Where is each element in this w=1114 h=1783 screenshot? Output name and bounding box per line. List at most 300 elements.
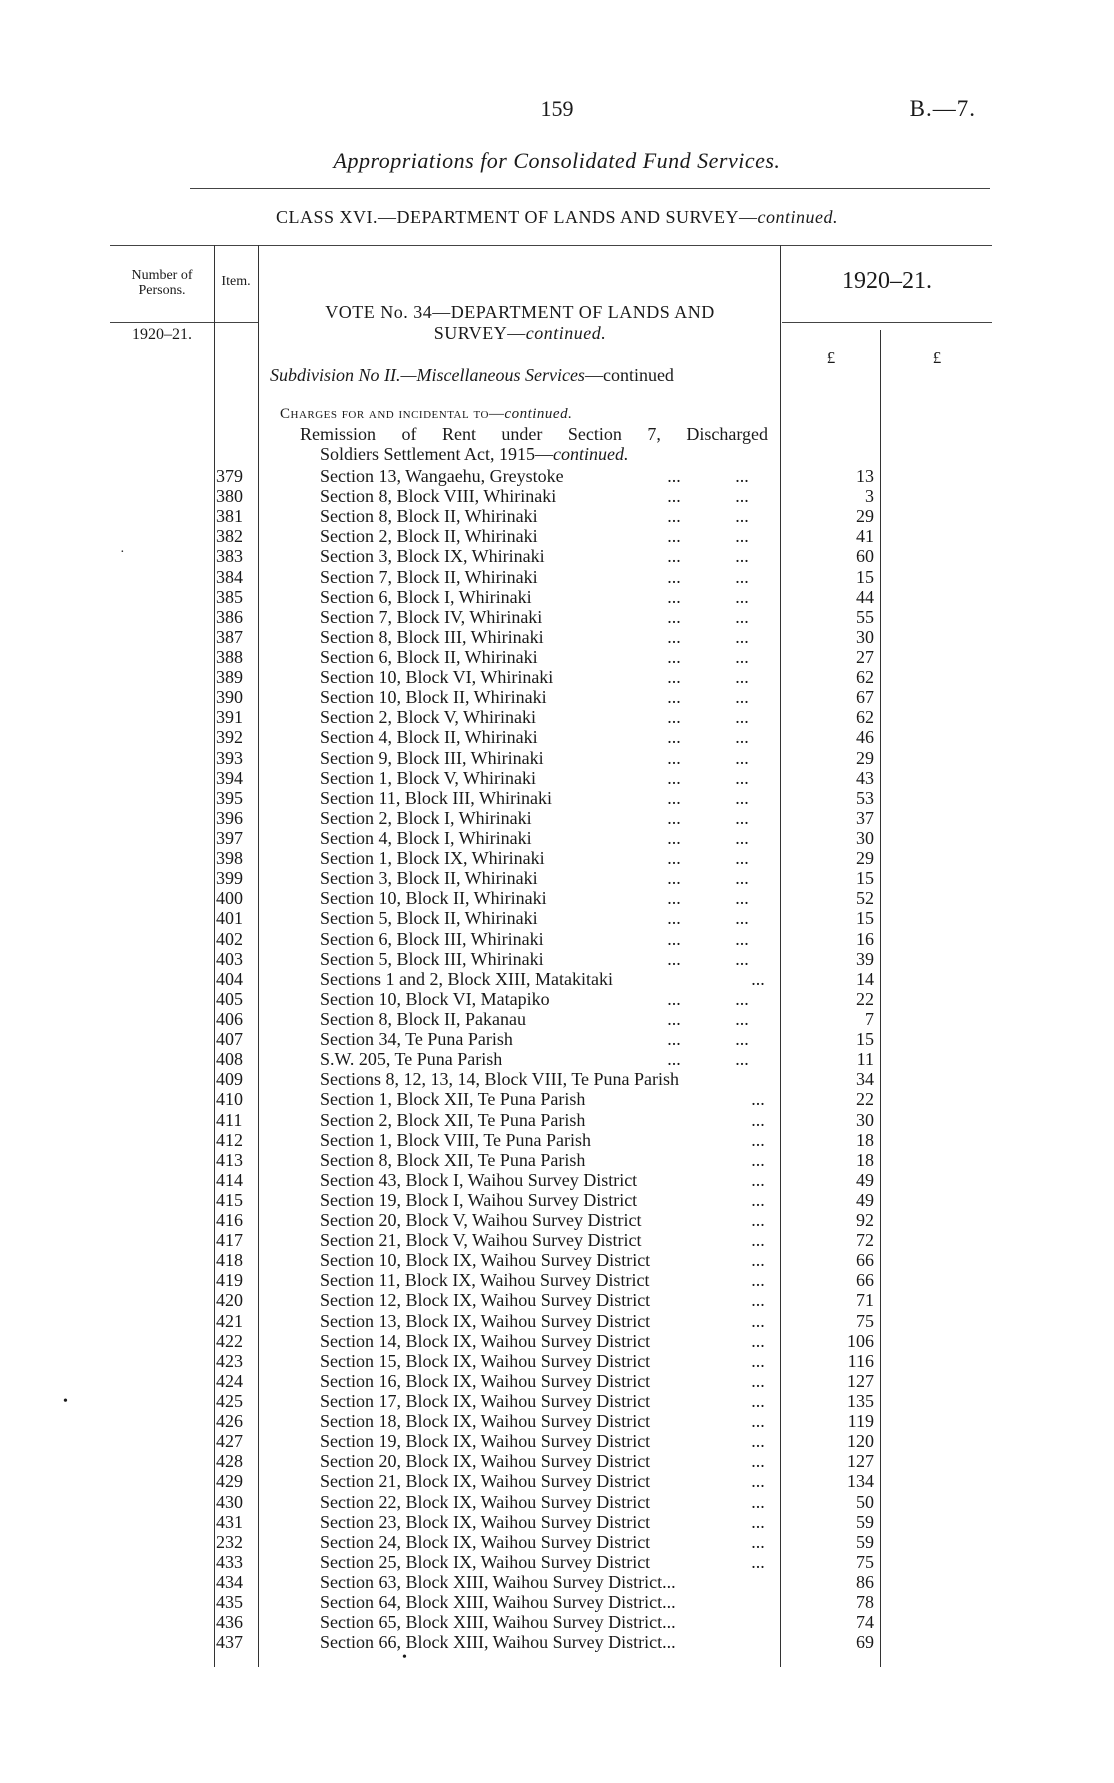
item-amount: 15: [856, 1029, 874, 1050]
table-row: [0, 1130, 1114, 1150]
leader-dots: ...: [751, 1310, 765, 1331]
leader-dots: ... ...: [667, 747, 749, 768]
item-amount: 7: [865, 1008, 874, 1029]
item-number: 385: [216, 586, 243, 607]
leader-dots: ...: [751, 1189, 765, 1210]
item-number: 393: [216, 747, 243, 768]
leader-dots: ...: [751, 1531, 765, 1552]
header-persons-year: 1920–21.: [132, 326, 192, 343]
leader-dots: ...: [751, 1471, 765, 1492]
item-description: Section 8, Block XII, Te Puna Parish: [320, 1149, 586, 1170]
table-row: [0, 868, 1114, 888]
item-description: Section 22, Block IX, Waihou Survey District: [320, 1491, 651, 1512]
item-description: Section 17, Block IX, Waihou Survey District: [320, 1391, 651, 1412]
item-number: 232: [216, 1531, 243, 1552]
item-amount: 29: [856, 747, 874, 768]
leader-dots: ...: [751, 1391, 765, 1412]
item-number: 387: [216, 626, 243, 647]
item-number: 409: [216, 1069, 243, 1090]
leader-dots: ... ...: [667, 948, 749, 969]
item-description: Section 15, Block IX, Waihou Survey District: [320, 1350, 651, 1371]
leader-dots: ... ...: [667, 767, 749, 788]
table-row: [0, 1572, 1114, 1592]
table-row: [0, 526, 1114, 546]
table-row: [0, 587, 1114, 607]
item-amount: 30: [856, 1109, 874, 1130]
item-amount: 18: [856, 1129, 874, 1150]
item-amount: 22: [856, 988, 874, 1009]
print-dot-mark: •: [63, 1394, 68, 1409]
item-description: Section 1, Block IX, Whirinaki: [320, 848, 545, 869]
leader-dots: ...: [751, 1431, 765, 1452]
item-amount: 30: [856, 827, 874, 848]
item-number: 436: [216, 1612, 243, 1633]
leader-dots: ... ...: [667, 546, 749, 567]
vote-title-line1: VOTE No. 34—DEPARTMENT OF LANDS AND: [325, 302, 715, 322]
table-row: [0, 1391, 1114, 1411]
table-row: [0, 1431, 1114, 1451]
item-amount: 18: [856, 1149, 874, 1170]
title-divider: [190, 188, 990, 189]
item-amount: 75: [856, 1310, 874, 1331]
items-table: [0, 466, 1114, 1652]
item-amount: 39: [856, 948, 874, 969]
item-description: Section 10, Block II, Whirinaki: [320, 888, 547, 909]
item-description: Section 10, Block VI, Matapiko: [320, 988, 550, 1009]
item-number: 400: [216, 888, 243, 909]
vote-title-continued: continued.: [525, 323, 607, 343]
item-amount: 116: [847, 1350, 874, 1371]
item-number: 407: [216, 1029, 243, 1050]
charges-heading-main: Charges for and incidental to—: [280, 406, 505, 422]
currency-pound-2: £: [932, 348, 942, 367]
item-description: Section 1, Block XII, Te Puna Parish: [320, 1089, 586, 1110]
table-row: [0, 1371, 1114, 1391]
item-number: 433: [216, 1551, 243, 1572]
table-row: [0, 1471, 1114, 1491]
table-row: [0, 888, 1114, 908]
item-amount: 66: [856, 1250, 874, 1271]
table-row: [0, 828, 1114, 848]
leader-dots: ...: [751, 1129, 765, 1150]
item-amount: 75: [856, 1551, 874, 1572]
persons-header-rule: [110, 322, 258, 323]
item-description: Section 5, Block II, Whirinaki: [320, 908, 538, 929]
leader-dots: ...: [751, 1491, 765, 1512]
item-description: Section 43, Block I, Waihou Survey District: [320, 1169, 638, 1190]
leader-dots: ... ...: [667, 626, 749, 647]
item-amount: 50: [856, 1491, 874, 1512]
item-number: 416: [216, 1210, 243, 1231]
item-description: Section 65, Block XIII, Waihou Survey District...: [320, 1612, 676, 1633]
subdivision-name: Subdivision No II.—Miscellaneous Services: [270, 365, 585, 385]
item-description: Section 21, Block IX, Waihou Survey District: [320, 1471, 651, 1492]
leader-dots: ... ...: [667, 807, 749, 828]
table-top-rule: [110, 245, 992, 246]
vote-title-line2: [264, 323, 776, 344]
leader-dots: ... ...: [667, 908, 749, 929]
item-amount: 106: [847, 1330, 874, 1351]
table-row: [0, 748, 1114, 768]
item-description: S.W. 205, Te Puna Parish: [320, 1049, 503, 1070]
item-number: 420: [216, 1290, 243, 1311]
table-row: [0, 929, 1114, 949]
leader-dots: ... ...: [667, 526, 749, 547]
item-amount: 52: [856, 888, 874, 909]
table-row: [0, 1331, 1114, 1351]
item-description: Sections 1 and 2, Block XIII, Matakitaki: [320, 968, 613, 989]
item-description: Section 20, Block V, Waihou Survey District: [320, 1210, 642, 1231]
item-amount: 29: [856, 506, 874, 527]
item-amount: 30: [856, 626, 874, 647]
leader-dots: ...: [751, 1511, 765, 1532]
item-description: Section 25, Block IX, Waihou Survey District: [320, 1551, 651, 1572]
leader-dots: ...: [751, 1350, 765, 1371]
item-amount: 135: [847, 1391, 874, 1412]
table-row: [0, 1270, 1114, 1290]
leader-dots: ... ...: [667, 646, 749, 667]
item-description: Section 9, Block III, Whirinaki: [320, 747, 544, 768]
table-row: [0, 1049, 1114, 1069]
item-description: Section 14, Block IX, Waihou Survey District: [320, 1330, 651, 1351]
class-heading-main: CLASS XVI.—DEPARTMENT OF LANDS AND SURVEY—: [275, 207, 758, 227]
leader-dots: ...: [751, 1411, 765, 1432]
item-number: 434: [216, 1572, 243, 1593]
item-number: 424: [216, 1370, 243, 1391]
item-description: Section 7, Block IV, Whirinaki: [320, 606, 543, 627]
item-number: 383: [216, 546, 243, 567]
item-number: 390: [216, 687, 243, 708]
item-description: Section 10, Block II, Whirinaki: [320, 687, 547, 708]
page-number: 159: [540, 96, 574, 121]
item-amount: 74: [856, 1612, 874, 1633]
table-row: [0, 607, 1114, 627]
page-code: B.—7.: [909, 96, 976, 121]
leader-dots: ... ...: [667, 506, 749, 527]
table-row: [0, 466, 1114, 486]
item-number: 411: [216, 1109, 243, 1130]
item-description: Section 19, Block IX, Waihou Survey District: [320, 1431, 651, 1452]
table-row: [0, 1069, 1114, 1089]
table-row: [0, 567, 1114, 587]
table-row: [0, 1089, 1114, 1109]
table-row: [0, 1210, 1114, 1230]
item-description: Section 8, Block VIII, Whirinaki: [320, 486, 557, 507]
leader-dots: ...: [751, 1551, 765, 1572]
item-number: 386: [216, 606, 243, 627]
item-number: 410: [216, 1089, 243, 1110]
table-row: [0, 1190, 1114, 1210]
table-row: [0, 1230, 1114, 1250]
item-number: 428: [216, 1451, 243, 1472]
leader-dots: ... ...: [667, 586, 749, 607]
leader-dots: ...: [751, 1089, 765, 1110]
item-number: 404: [216, 968, 243, 989]
item-number: 389: [216, 667, 243, 688]
item-description: Section 3, Block IX, Whirinaki: [320, 546, 545, 567]
item-number: 412: [216, 1129, 243, 1150]
table-row: [0, 707, 1114, 727]
table-row: [0, 848, 1114, 868]
table-row: [0, 768, 1114, 788]
table-row: [0, 1029, 1114, 1049]
item-description: Section 8, Block II, Pakanau: [320, 1008, 526, 1029]
leader-dots: ...: [751, 1230, 765, 1251]
leader-dots: ...: [751, 1250, 765, 1271]
item-number: 394: [216, 767, 243, 788]
item-number: 382: [216, 526, 243, 547]
leader-dots: ... ...: [667, 466, 749, 486]
class-heading: [0, 207, 1114, 228]
remission-heading: Remission of Rent under Section 7, Discharged: [300, 424, 768, 444]
item-amount: 66: [856, 1270, 874, 1291]
item-description: Section 23, Block IX, Waihou Survey District: [320, 1511, 651, 1532]
item-description: Section 34, Te Puna Parish: [320, 1029, 513, 1050]
table-row: [0, 1311, 1114, 1331]
item-description: Section 8, Block III, Whirinaki: [320, 626, 544, 647]
page-title: Appropriations for Consolidated Fund Services.: [333, 148, 781, 173]
item-amount: 46: [856, 727, 874, 748]
item-description: Section 2, Block I, Whirinaki: [320, 807, 532, 828]
table-row: [0, 1552, 1114, 1572]
item-number: 402: [216, 928, 243, 949]
table-row: [0, 1110, 1114, 1130]
table-row: [0, 486, 1114, 506]
item-number: 422: [216, 1330, 243, 1351]
table-row: [0, 727, 1114, 747]
item-description: Section 6, Block II, Whirinaki: [320, 646, 538, 667]
item-description: Section 1, Block V, Whirinaki: [320, 767, 536, 788]
item-description: Section 8, Block II, Whirinaki: [320, 506, 538, 527]
item-amount: 22: [856, 1089, 874, 1110]
leader-dots: ...: [751, 968, 765, 989]
item-amount: 60: [856, 546, 874, 567]
table-row: [0, 1492, 1114, 1512]
item-description: Section 18, Block IX, Waihou Survey District: [320, 1411, 651, 1432]
table-row: [0, 1250, 1114, 1270]
item-amount: 78: [856, 1592, 874, 1613]
item-amount: 92: [856, 1210, 874, 1231]
leader-dots: ... ...: [667, 486, 749, 507]
item-amount: 43: [856, 767, 874, 788]
leader-dots: ... ...: [667, 687, 749, 708]
item-number: 405: [216, 988, 243, 1009]
leader-dots: ... ...: [667, 848, 749, 869]
item-amount: 134: [847, 1471, 874, 1492]
leader-dots: ... ...: [667, 667, 749, 688]
item-amount: 62: [856, 667, 874, 688]
table-row: [0, 808, 1114, 828]
table-row: [0, 1170, 1114, 1190]
item-number: 401: [216, 908, 243, 929]
item-amount: 72: [856, 1230, 874, 1251]
item-amount: 3: [865, 486, 874, 507]
item-description: Section 12, Block IX, Waihou Survey District: [320, 1290, 651, 1311]
item-description: Section 6, Block III, Whirinaki: [320, 928, 544, 949]
table-row: [0, 1150, 1114, 1170]
table-row: [0, 1009, 1114, 1029]
item-number: 396: [216, 807, 243, 828]
item-amount: 15: [856, 908, 874, 929]
item-number: 413: [216, 1149, 243, 1170]
item-number: 427: [216, 1431, 243, 1452]
item-number: 429: [216, 1471, 243, 1492]
item-amount: 62: [856, 707, 874, 728]
leader-dots: ... ...: [667, 988, 749, 1009]
item-number: 379: [216, 466, 243, 486]
item-description: Section 16, Block IX, Waihou Survey District: [320, 1370, 651, 1391]
leader-dots: ... ...: [667, 868, 749, 889]
item-number: 417: [216, 1230, 243, 1251]
item-amount: 120: [847, 1431, 874, 1452]
table-row: [0, 969, 1114, 989]
item-number: 414: [216, 1169, 243, 1190]
item-amount: 11: [856, 1049, 874, 1070]
item-amount: 37: [856, 807, 874, 828]
charges-heading-continued: continued.: [504, 406, 573, 422]
table-row: [0, 506, 1114, 526]
item-amount: 27: [856, 646, 874, 667]
table-row: [0, 1592, 1114, 1612]
item-description: Section 4, Block I, Whirinaki: [320, 827, 532, 848]
print-dot-mark: ·: [120, 545, 125, 560]
leader-dots: ... ...: [667, 566, 749, 587]
table-row: [0, 949, 1114, 969]
item-description: Section 3, Block II, Whirinaki: [320, 868, 538, 889]
item-amount: 49: [856, 1169, 874, 1190]
item-description: Section 20, Block IX, Waihou Survey District: [320, 1451, 651, 1472]
item-amount: 34: [856, 1069, 874, 1090]
item-number: 381: [216, 506, 243, 527]
item-amount: 13: [856, 466, 874, 486]
header-item: Item.: [221, 274, 251, 289]
item-description: Section 7, Block II, Whirinaki: [320, 566, 538, 587]
leader-dots: ... ...: [667, 1008, 749, 1029]
soldiers-act-continued: continued.: [552, 444, 629, 464]
table-row: [0, 1532, 1114, 1552]
item-description: Section 11, Block IX, Waihou Survey District: [320, 1270, 650, 1291]
leader-dots: ... ...: [667, 727, 749, 748]
subdivision-continued: —continued: [584, 365, 674, 385]
leader-dots: ...: [751, 1330, 765, 1351]
item-number: 415: [216, 1189, 243, 1210]
soldiers-act-heading: [320, 444, 628, 465]
item-number: 408: [216, 1049, 243, 1070]
item-amount: 59: [856, 1511, 874, 1532]
leader-dots: ...: [751, 1109, 765, 1130]
leader-dots: ... ...: [667, 888, 749, 909]
item-description: Section 63, Block XIII, Waihou Survey District...: [320, 1572, 676, 1593]
amount-header-rule: [782, 322, 992, 323]
leader-dots: ... ...: [667, 1049, 749, 1070]
table-row: [0, 989, 1114, 1009]
class-heading-continued: continued.: [757, 207, 839, 227]
leader-dots: ... ...: [667, 827, 749, 848]
item-number: 399: [216, 868, 243, 889]
table-row: [0, 788, 1114, 808]
item-amount: 127: [847, 1451, 874, 1472]
header-amount-year: 1920–21.: [842, 268, 932, 294]
item-amount: 71: [856, 1290, 874, 1311]
table-row: [0, 627, 1114, 647]
item-description: Section 1, Block VIII, Te Puna Parish: [320, 1129, 592, 1150]
item-number: 388: [216, 646, 243, 667]
item-description: Section 64, Block XIII, Waihou Survey District...: [320, 1592, 676, 1613]
item-description: Section 13, Block IX, Waihou Survey District: [320, 1310, 651, 1331]
item-amount: 15: [856, 868, 874, 889]
item-description: Section 2, Block V, Whirinaki: [320, 707, 536, 728]
item-amount: 53: [856, 787, 874, 808]
leader-dots: ... ...: [667, 928, 749, 949]
table-row: [0, 1411, 1114, 1431]
item-description: Section 2, Block XII, Te Puna Parish: [320, 1109, 586, 1130]
item-description: Section 24, Block IX, Waihou Survey District: [320, 1531, 651, 1552]
item-amount: 86: [856, 1572, 874, 1593]
leader-dots: ...: [751, 1149, 765, 1170]
item-number: 392: [216, 727, 243, 748]
item-number: 425: [216, 1391, 243, 1412]
leader-dots: ... ...: [667, 606, 749, 627]
item-number: 423: [216, 1350, 243, 1371]
table-row: [0, 1451, 1114, 1471]
table-row: [0, 908, 1114, 928]
item-amount: 16: [856, 928, 874, 949]
item-amount: 44: [856, 586, 874, 607]
table-row: [0, 667, 1114, 687]
leader-dots: ...: [751, 1451, 765, 1472]
item-amount: 55: [856, 606, 874, 627]
item-description: Section 19, Block I, Waihou Survey District: [320, 1189, 638, 1210]
item-description: Section 2, Block II, Whirinaki: [320, 526, 538, 547]
item-number: 380: [216, 486, 243, 507]
item-number: 397: [216, 827, 243, 848]
item-description: Section 11, Block III, Whirinaki: [320, 787, 552, 808]
item-description: Section 13, Wangaehu, Greystoke: [320, 466, 564, 486]
leader-dots: ...: [751, 1169, 765, 1190]
table-row: [0, 687, 1114, 707]
item-description: Section 5, Block III, Whirinaki: [320, 948, 544, 969]
item-number: 418: [216, 1250, 243, 1271]
print-dot-mark: •: [402, 1650, 407, 1665]
soldiers-act-main: Soldiers Settlement Act, 1915—: [320, 444, 553, 464]
leader-dots: ...: [751, 1290, 765, 1311]
item-description: Section 66, Block XIII, Waihou Survey District...: [320, 1632, 676, 1653]
leader-dots: ... ...: [667, 1029, 749, 1050]
item-description: Sections 8, 12, 13, 14, Block VIII, Te Puna Parish: [320, 1069, 680, 1090]
item-description: Section 10, Block VI, Whirinaki: [320, 667, 554, 688]
item-amount: 67: [856, 687, 874, 708]
item-amount: 49: [856, 1189, 874, 1210]
item-amount: 29: [856, 848, 874, 869]
leader-dots: ... ...: [667, 707, 749, 728]
item-amount: 14: [856, 968, 874, 989]
subdivision-heading: [270, 365, 674, 386]
table-row: [0, 1351, 1114, 1371]
header-number-of-persons: Number of Persons.: [131, 268, 193, 298]
item-number: 426: [216, 1411, 243, 1432]
item-description: Section 21, Block V, Waihou Survey District: [320, 1230, 642, 1251]
item-amount: 15: [856, 566, 874, 587]
item-number: 419: [216, 1270, 243, 1291]
item-number: 421: [216, 1310, 243, 1331]
item-number: 431: [216, 1511, 243, 1532]
item-amount: 69: [856, 1632, 874, 1653]
item-number: 398: [216, 848, 243, 869]
table-row: [0, 1290, 1114, 1310]
table-row: [0, 546, 1114, 566]
item-number: 384: [216, 566, 243, 587]
item-number: 403: [216, 948, 243, 969]
